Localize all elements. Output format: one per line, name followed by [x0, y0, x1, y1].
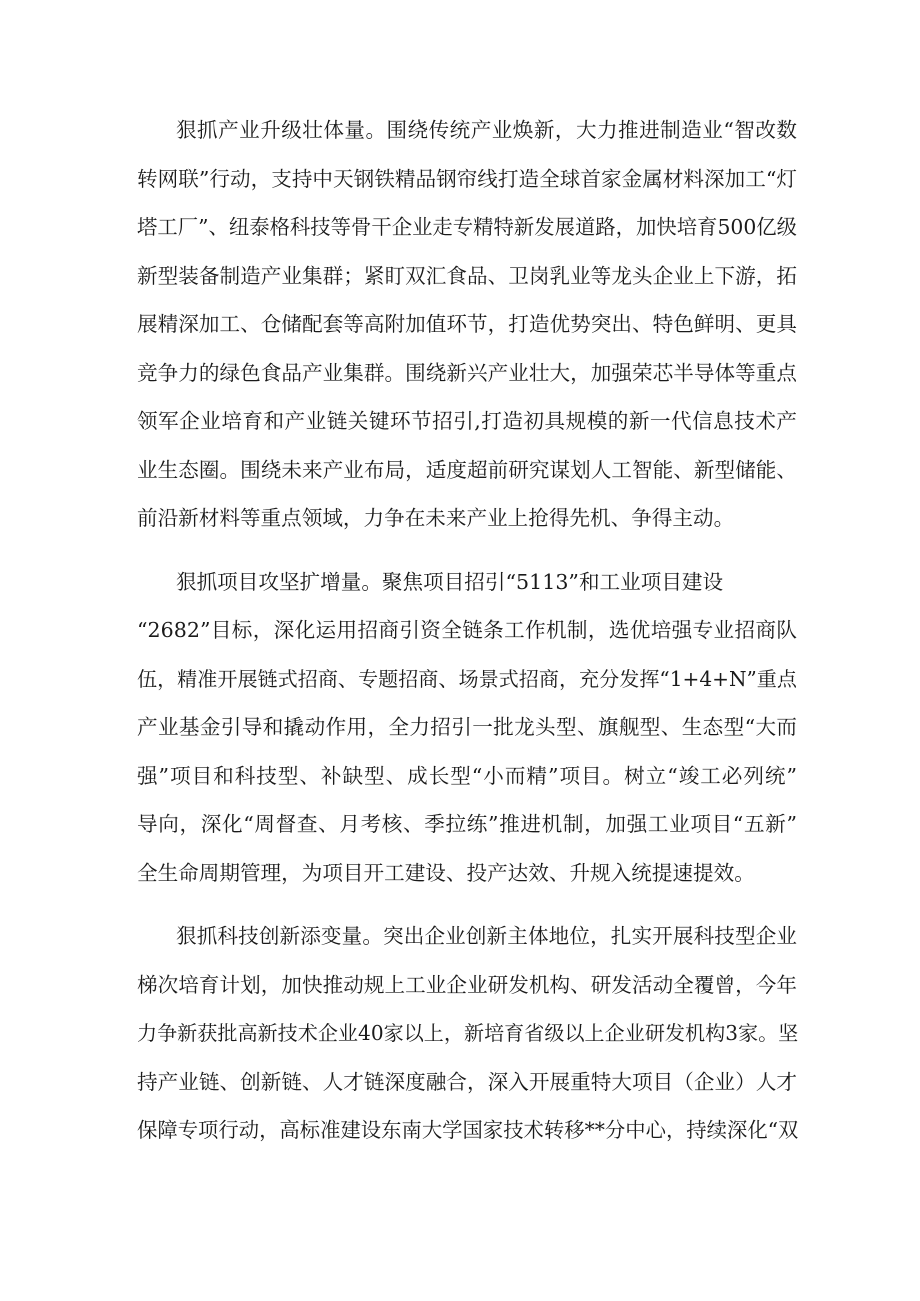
paragraph-2-line-3: 伍，精准开展链式招商、专题招商、场景式招商，充分发挥“1+4+N”重点	[137, 667, 797, 691]
paragraph-1-line-9: 前沿新材料等重点领域，力争在未来产业上抢得先机、争得主动。	[137, 506, 735, 530]
paragraph-1-line-7: 领军企业培育和产业链关键环节招引,打造初具规模的新一代信息技术产	[137, 409, 797, 433]
paragraph-1-line-2: 转网联”行动，支持中天钢铁精品钢帘线打造全球首家金属材料深加工“灯	[137, 167, 797, 191]
paragraph-1-line-5: 展精深加工、仓储配套等高附加值环节，打造优势突出、特色鲜明、更具	[137, 312, 797, 336]
paragraph-1-line-8: 业生态圈。围绕未来产业布局，适度超前研究谋划人工智能、新型储能、	[137, 458, 797, 482]
paragraph-3-line-5: 保障专项行动，高标准建设东南大学国家技术转移**分中心，持续深化“双	[137, 1118, 799, 1142]
paragraph-1-line-1: 狠抓产业升级壮体量。围绕传统产业焕新，大力推进制造业“智改数	[176, 118, 797, 142]
paragraph-2-line-5: 强”项目和科技型、补缺型、成长型“小而精”项目。树立“竣工必列统”	[137, 764, 797, 788]
paragraph-3-line-3: 力争新获批高新技术企业40家以上，新培育省级以上企业研发机构3家。坚	[137, 1021, 799, 1045]
paragraph-2-line-1: 狠抓项目攻坚扩增量。聚焦项目招引“5113”和工业项目建设	[176, 570, 724, 594]
paragraph-1-line-3: 塔工厂”、纽泰格科技等骨干企业走专精特新发展道路，加快培育500亿级	[137, 215, 797, 239]
paragraph-2-line-4: 产业基金引导和撬动作用，全力招引一批龙头型、旗舰型、生态型“大而	[137, 715, 797, 739]
paragraph-1-line-4: 新型装备制造产业集群；紧盯双汇食品、卫岗乳业等龙头企业上下游，拓	[137, 264, 797, 288]
paragraph-3-line-2: 梯次培育计划，加快推动规上工业企业研发机构、研发活动全覆曾，今年	[137, 973, 797, 997]
paragraph-1-line-6: 竞争力的绿色食品产业集群。围绕新兴产业壮大，加强荣芯半导体等重点	[137, 361, 797, 385]
paragraph-2-line-2: “2682”目标，深化运用招商引资全链条工作机制，选优培强专业招商队	[137, 618, 797, 642]
paragraph-3-line-4: 持产业链、创新链、人才链深度融合，深入开展重特大项目（企业）人才	[137, 1070, 797, 1094]
paragraph-2-line-7: 全生命周期管理，为项目开工建设、投产达效、升规入统提速提效。	[137, 861, 755, 885]
paragraph-3-line-1: 狠抓科技创新添变量。突出企业创新主体地位，扎实开展科技型企业	[176, 924, 797, 948]
paragraph-2-line-6: 导向，深化“周督查、月考核、季拉练”推进机制，加强工业项目“五新”	[137, 812, 797, 836]
